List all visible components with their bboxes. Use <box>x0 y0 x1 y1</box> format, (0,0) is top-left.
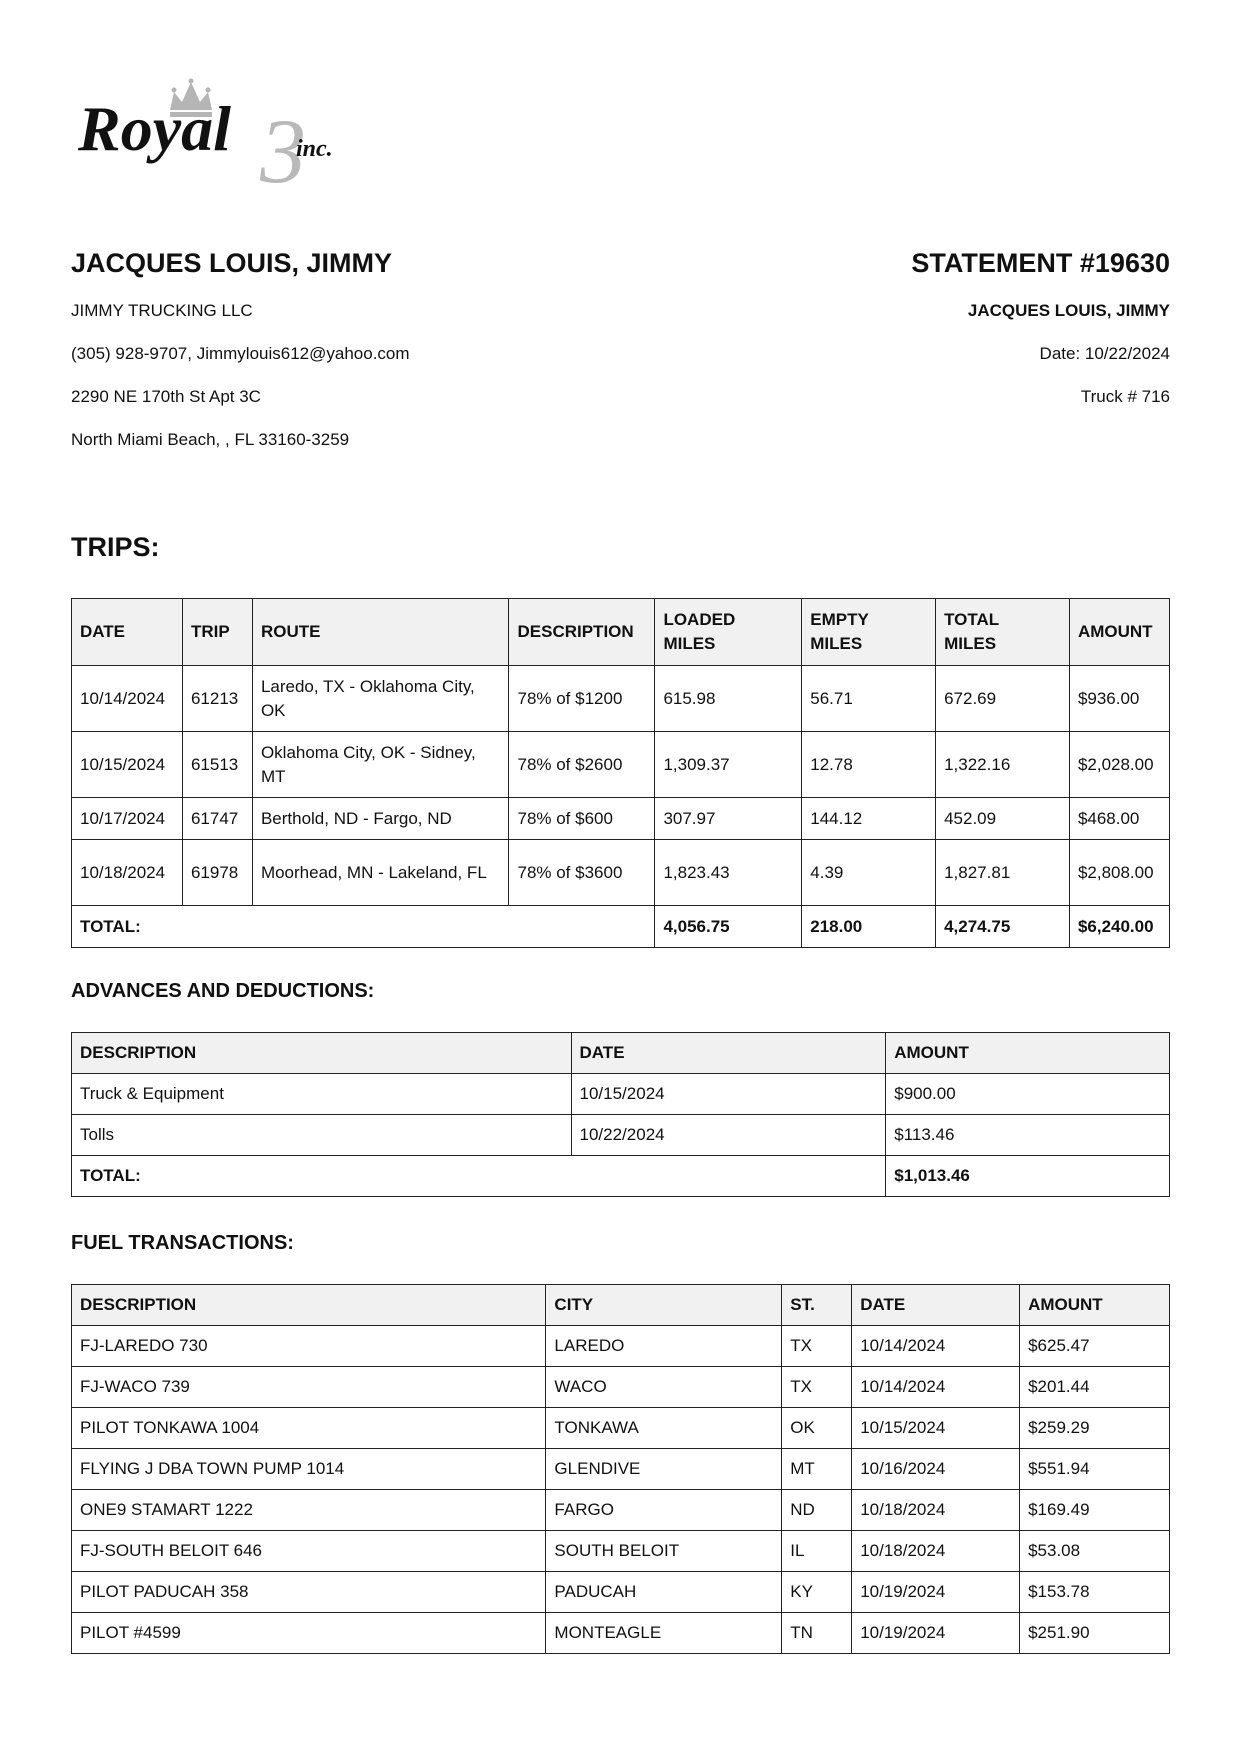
fuel-state: TN <box>782 1613 852 1654</box>
trip-date: 10/15/2024 <box>72 732 183 798</box>
table-row <box>72 1326 1170 1367</box>
trip-number: 61213 <box>182 666 252 732</box>
header-line: EMPTY <box>810 610 869 629</box>
col-header-date: DATE <box>571 1033 886 1074</box>
fuel-amount: $153.78 <box>1020 1572 1170 1613</box>
trip-loaded-miles: 1,823.43 <box>655 840 802 906</box>
col-header-state: ST. <box>782 1285 852 1326</box>
trip-date: 10/18/2024 <box>72 840 183 906</box>
fuel-amount: $625.47 <box>1020 1326 1170 1367</box>
table-row <box>72 1531 1170 1572</box>
trip-route: Oklahoma City, OK - Sidney, MT <box>252 732 509 798</box>
trip-number: 61513 <box>182 732 252 798</box>
statement-driver-name: JACQUES LOUIS, JIMMY <box>967 301 1170 320</box>
trips-total-amount: $6,240.00 <box>1069 906 1169 948</box>
header-line: TOTAL <box>944 610 1000 629</box>
table-row <box>72 1408 1170 1449</box>
trip-total-miles: 672.69 <box>936 666 1070 732</box>
advances-title: ADVANCES AND DEDUCTIONS: <box>71 980 375 1002</box>
fuel-date: 10/19/2024 <box>852 1613 1020 1654</box>
trip-empty-miles: 12.78 <box>802 732 936 798</box>
advances-table <box>71 1032 1170 1197</box>
col-header-description: DESCRIPTION <box>72 1285 546 1326</box>
col-header-city: CITY <box>546 1285 782 1326</box>
trip-number: 61747 <box>182 798 252 840</box>
col-header-loaded-miles <box>655 599 802 666</box>
table-row <box>72 666 1170 732</box>
trip-empty-miles: 4.39 <box>802 840 936 906</box>
table-row <box>72 1449 1170 1490</box>
header-line: MILES <box>944 634 997 653</box>
trip-description: 78% of $1200 <box>509 666 655 732</box>
trips-total-miles: 4,274.75 <box>936 906 1070 948</box>
trip-total-miles: 1,322.16 <box>936 732 1070 798</box>
driver-address-line1: 2290 NE 170th St Apt 3C <box>71 387 261 406</box>
driver-company: JIMMY TRUCKING LLC <box>71 301 253 320</box>
advance-date: 10/15/2024 <box>571 1074 886 1115</box>
fuel-amount: $201.44 <box>1020 1367 1170 1408</box>
fuel-description: ONE9 STAMART 1222 <box>72 1490 546 1531</box>
trip-number: 61978 <box>182 840 252 906</box>
statement-title: STATEMENT #19630 <box>911 248 1170 278</box>
fuel-date: 10/18/2024 <box>852 1531 1020 1572</box>
fuel-state: TX <box>782 1367 852 1408</box>
fuel-state: MT <box>782 1449 852 1490</box>
trips-table <box>71 598 1170 948</box>
trip-route: Berthold, ND - Fargo, ND <box>252 798 509 840</box>
fuel-city: TONKAWA <box>546 1408 782 1449</box>
fuel-state: ND <box>782 1490 852 1531</box>
fuel-amount: $259.29 <box>1020 1408 1170 1449</box>
table-row <box>72 1490 1170 1531</box>
fuel-state: KY <box>782 1572 852 1613</box>
fuel-city: GLENDIVE <box>546 1449 782 1490</box>
fuel-header-row <box>72 1285 1170 1326</box>
advance-date: 10/22/2024 <box>571 1115 886 1156</box>
trip-date: 10/17/2024 <box>72 798 183 840</box>
table-row <box>72 1367 1170 1408</box>
trip-description: 78% of $3600 <box>509 840 655 906</box>
fuel-description: PILOT TONKAWA 1004 <box>72 1408 546 1449</box>
advances-total-amount: $1,013.46 <box>886 1156 1170 1197</box>
trip-empty-miles: 56.71 <box>802 666 936 732</box>
fuel-date: 10/14/2024 <box>852 1326 1020 1367</box>
trips-header-row <box>72 599 1170 666</box>
col-header-route: ROUTE <box>252 599 509 666</box>
fuel-description: PILOT PADUCAH 358 <box>72 1572 546 1613</box>
statement-date: Date: 10/22/2024 <box>1039 344 1170 363</box>
trip-loaded-miles: 1,309.37 <box>655 732 802 798</box>
trip-description: 78% of $600 <box>509 798 655 840</box>
fuel-table <box>71 1284 1170 1654</box>
fuel-state: TX <box>782 1326 852 1367</box>
fuel-description: FLYING J DBA TOWN PUMP 1014 <box>72 1449 546 1490</box>
table-row <box>72 798 1170 840</box>
fuel-city: SOUTH BELOIT <box>546 1531 782 1572</box>
col-header-empty-miles <box>802 599 936 666</box>
trip-description: 78% of $2600 <box>509 732 655 798</box>
col-header-description: DESCRIPTION <box>509 599 655 666</box>
fuel-date: 10/14/2024 <box>852 1367 1020 1408</box>
logo-brand: Royal <box>78 93 231 164</box>
fuel-city: MONTEAGLE <box>546 1613 782 1654</box>
col-header-description: DESCRIPTION <box>72 1033 572 1074</box>
col-header-amount: AMOUNT <box>1069 599 1169 666</box>
fuel-amount: $169.49 <box>1020 1490 1170 1531</box>
header-line: LOADED <box>663 610 736 629</box>
fuel-description: FJ-LAREDO 730 <box>72 1326 546 1367</box>
trips-total-loaded: 4,056.75 <box>655 906 802 948</box>
fuel-state: OK <box>782 1408 852 1449</box>
trip-amount: $936.00 <box>1069 666 1169 732</box>
logo-suffix: inc. <box>296 136 333 162</box>
driver-address-line2: North Miami Beach, , FL 33160-3259 <box>71 430 350 449</box>
fuel-date: 10/19/2024 <box>852 1572 1020 1613</box>
advances-total-row <box>72 1156 1170 1197</box>
royal3-logo-graphic <box>78 78 398 198</box>
col-header-trip: TRIP <box>182 599 252 666</box>
logo-numeral: 3 <box>260 100 306 198</box>
table-row <box>72 1613 1170 1654</box>
header-line: MILES <box>663 634 716 653</box>
advance-amount: $900.00 <box>886 1074 1170 1115</box>
trip-total-miles: 1,827.81 <box>936 840 1070 906</box>
trip-loaded-miles: 615.98 <box>655 666 802 732</box>
col-header-date: DATE <box>72 599 183 666</box>
trip-route: Laredo, TX - Oklahoma City, OK <box>252 666 509 732</box>
table-row <box>72 1074 1170 1115</box>
advance-description: Truck & Equipment <box>72 1074 572 1115</box>
trips-total-label: TOTAL: <box>72 906 655 948</box>
fuel-city: LAREDO <box>546 1326 782 1367</box>
table-row <box>72 1572 1170 1613</box>
col-header-amount: AMOUNT <box>886 1033 1170 1074</box>
trip-route: Moorhead, MN - Lakeland, FL <box>252 840 509 906</box>
fuel-date: 10/16/2024 <box>852 1449 1020 1490</box>
fuel-amount: $53.08 <box>1020 1531 1170 1572</box>
fuel-city: FARGO <box>546 1490 782 1531</box>
trip-date: 10/14/2024 <box>72 666 183 732</box>
trips-total-empty: 218.00 <box>802 906 936 948</box>
fuel-description: FJ-WACO 739 <box>72 1367 546 1408</box>
fuel-title: FUEL TRANSACTIONS: <box>71 1232 294 1254</box>
trips-title: TRIPS: <box>71 532 160 562</box>
trip-amount: $2,808.00 <box>1069 840 1169 906</box>
advance-description: Tolls <box>72 1115 572 1156</box>
table-row <box>72 732 1170 798</box>
trip-total-miles: 452.09 <box>936 798 1070 840</box>
col-header-total-miles <box>936 599 1070 666</box>
table-row <box>72 1115 1170 1156</box>
fuel-city: PADUCAH <box>546 1572 782 1613</box>
driver-info <box>71 246 631 471</box>
col-header-date: DATE <box>852 1285 1020 1326</box>
advances-header-row <box>72 1033 1170 1074</box>
driver-contact: (305) 928-9707, Jimmylouis612@yahoo.com <box>71 344 410 363</box>
fuel-date: 10/18/2024 <box>852 1490 1020 1531</box>
fuel-description: PILOT #4599 <box>72 1613 546 1654</box>
trip-loaded-miles: 307.97 <box>655 798 802 840</box>
advance-amount: $113.46 <box>886 1115 1170 1156</box>
table-row <box>72 840 1170 906</box>
trip-amount: $2,028.00 <box>1069 732 1169 798</box>
header-line: MILES <box>810 634 863 653</box>
fuel-amount: $551.94 <box>1020 1449 1170 1490</box>
col-header-amount: AMOUNT <box>1020 1285 1170 1326</box>
advances-total-label: TOTAL: <box>72 1156 886 1197</box>
trip-empty-miles: 144.12 <box>802 798 936 840</box>
statement-truck: Truck # 716 <box>1080 387 1170 406</box>
fuel-state: IL <box>782 1531 852 1572</box>
fuel-amount: $251.90 <box>1020 1613 1170 1654</box>
trips-total-row <box>72 906 1170 948</box>
company-logo <box>78 78 398 198</box>
fuel-city: WACO <box>546 1367 782 1408</box>
trip-amount: $468.00 <box>1069 798 1169 840</box>
fuel-date: 10/15/2024 <box>852 1408 1020 1449</box>
statement-info <box>610 246 1170 428</box>
driver-name: JACQUES LOUIS, JIMMY <box>71 248 393 278</box>
fuel-description: FJ-SOUTH BELOIT 646 <box>72 1531 546 1572</box>
